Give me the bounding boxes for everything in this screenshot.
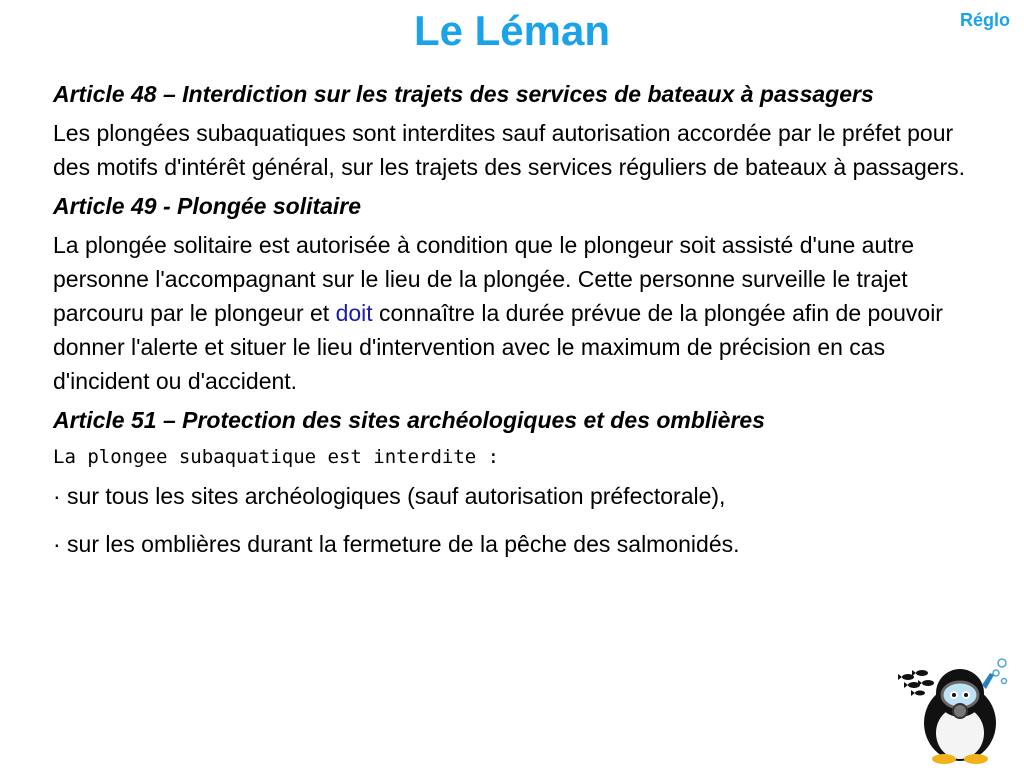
article-48-text: Les plongées subaquatiques sont interdites sauf autorisation accordée par le préfet pour des motifs d'intérêt général, sur les trajets des services réguliers de bateaux à passagers. bbox=[53, 120, 966, 180]
page-title: Le Léman bbox=[413, 7, 611, 54]
fish-icon bbox=[898, 670, 934, 696]
article-49-text-part1: La plongée solitaire est autorisée à condition que le plongeur soit assisté d'une autre personne l'accompagnant sur le lieu de la plongée. Cette personne surveille le trajet parcouru par le plongeur et bbox=[53, 232, 915, 326]
bullet-omblieres: · sur les omblières durant la fermeture de la pêche des salmonidés. bbox=[53, 531, 740, 557]
highlight-word: doit bbox=[335, 300, 373, 326]
article-48-heading: Article 48 – Interdiction sur les trajets des services de bateaux à passagers bbox=[53, 81, 874, 107]
penguin-diver-icon bbox=[898, 655, 1018, 765]
article-49-text bbox=[53, 228, 983, 398]
section-tag: Réglo bbox=[959, 10, 1010, 30]
document-body bbox=[53, 78, 983, 576]
article-49-heading: Article 49 - Plongée solitaire bbox=[53, 193, 362, 219]
bullet-archaeological-sites: · sur tous les sites archéologiques (sauf autorisation préfectorale), bbox=[53, 483, 726, 509]
article-49-text-part2: connaître la durée prévue de la plongée afin de pouvoir donner l'alerte et situer le lieu d'intervention avec le maximum de précision en cas d'incident ou d'accident. bbox=[53, 300, 943, 394]
article-51-heading: Article 51 – Protection des sites archéologiques et des omblières bbox=[53, 407, 765, 433]
article-51-intro: La plongee subaquatique est interdite : bbox=[53, 446, 500, 468]
